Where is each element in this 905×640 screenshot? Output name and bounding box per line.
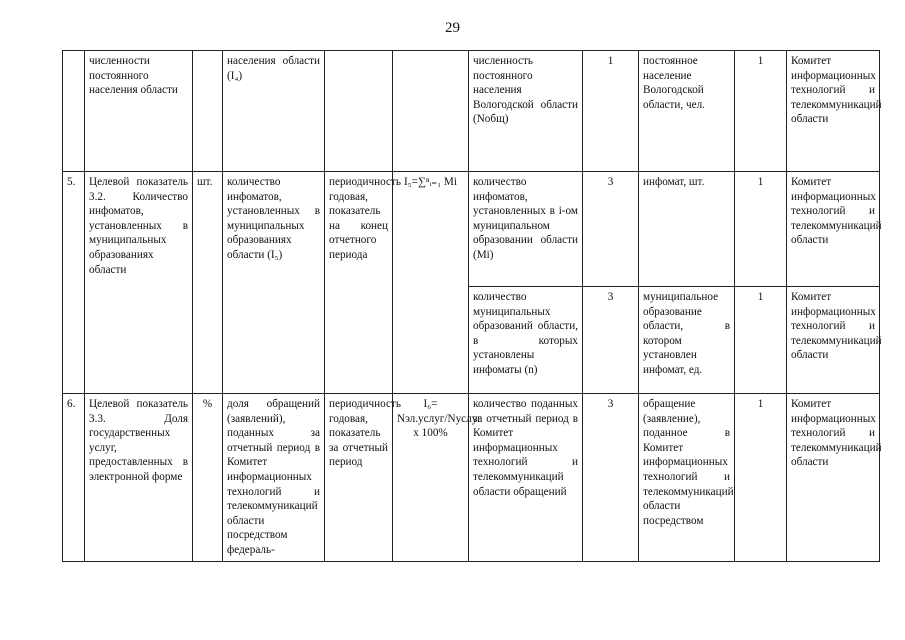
method-code: 1	[735, 172, 787, 287]
row-number: 5.	[63, 172, 85, 394]
period-cell	[325, 51, 393, 172]
page-number: 29	[445, 20, 460, 36]
table-row	[63, 394, 880, 562]
period-cell: периодичность годовая, показатель на конец отчетного периода	[325, 172, 393, 394]
formula-cell	[393, 51, 469, 172]
row-number: 6.	[63, 394, 85, 562]
component-name: количество поданных за отчетный период в Комитет информационных технологий и телекоммуникаций области обращений	[469, 394, 583, 562]
unit-cell: шт.	[193, 172, 223, 394]
component-unit: обращение (заявление), поданное в Комитет информационных технологий и телекоммуникаций области посредством	[639, 394, 735, 562]
row-number	[63, 51, 85, 172]
indicator-name: Целевой показатель 3.2. Количество инфоматов, установленных в муниципальных образованиях области	[85, 172, 193, 394]
period-cell: периодичность годовая, показатель за отчетный период	[325, 394, 393, 562]
component-name: численность постоянного населения Вологодской области (Nобщ)	[469, 51, 583, 172]
indicator-name: численности постоянного населения области	[85, 51, 193, 172]
table-row	[63, 172, 880, 287]
component-name: количество инфоматов, установленных в i-ом муниципальном образовании области (Mi)	[469, 172, 583, 287]
responsible-body: Комитет информационных технологий и телекоммуникаций области	[787, 287, 880, 394]
component-code: 1	[583, 51, 639, 172]
component-name: количество муниципальных образований области, в которых установлены инфоматы (n)	[469, 287, 583, 394]
formula-cell: I₅=∑ⁿᵢ₌₁ Mi	[393, 172, 469, 394]
component-unit: постоянное население Вологодской области, чел.	[639, 51, 735, 172]
indicator-definition: населения области (I₄)	[223, 51, 325, 172]
indicator-name: Целевой показатель 3.3. Доля государственных услуг, предоставленных в электронной форме	[85, 394, 193, 562]
component-unit: инфомат, шт.	[639, 172, 735, 287]
component-code: 3	[583, 394, 639, 562]
unit-cell	[193, 51, 223, 172]
method-code: 1	[735, 287, 787, 394]
indicator-definition: количество инфоматов, установленных в муниципальных образованиях области (I₅)	[223, 172, 325, 394]
method-code: 1	[735, 394, 787, 562]
indicators-table	[62, 50, 880, 562]
unit-cell: %	[193, 394, 223, 562]
responsible-body: Комитет информационных технологий и телекоммуникаций области	[787, 51, 880, 172]
component-unit: муниципальное образование области, в котором установлен инфомат, ед.	[639, 287, 735, 394]
component-code: 3	[583, 172, 639, 287]
table-row	[63, 51, 880, 172]
formula-cell: I₆= Nэл.услуг/Nуслуг х 100%	[393, 394, 469, 562]
method-code: 1	[735, 51, 787, 172]
indicator-definition: доля обращений (заявлений), поданных за отчетный период в Комитет информационных технологий и телекоммуникаций области посредством федераль-	[223, 394, 325, 562]
responsible-body: Комитет информационных технологий и телекоммуникаций области	[787, 172, 880, 287]
responsible-body: Комитет информационных технологий и телекоммуникаций области	[787, 394, 880, 562]
component-code: 3	[583, 287, 639, 394]
